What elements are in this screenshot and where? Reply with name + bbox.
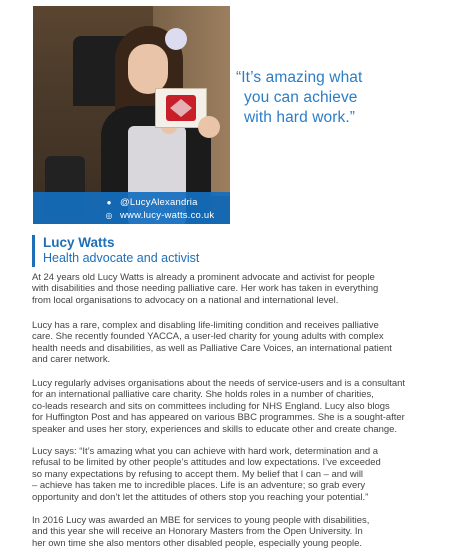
paragraph-line: co-leads research and sits on committees including for NHS England. Lucy also blogs [32, 400, 390, 412]
paragraph-line: for an international palliative care charity. She holds roles in a number of charities, [32, 389, 374, 401]
quote-line: with hard work.” [244, 109, 355, 126]
twitter-row[interactable] [103, 196, 230, 209]
twitter-icon: ● [106, 197, 112, 207]
profile-role: Health advocate and activist [43, 251, 200, 265]
globe-icon: ◎ [105, 210, 113, 220]
paragraph-line: with disabilities and those needing palliative care. Her work has taken in everything [32, 283, 379, 295]
pull-quote [236, 68, 468, 128]
paragraph-line: Lucy has a rare, complex and disabling life-limiting condition and receives palliative [32, 320, 379, 331]
quote-line: you can achieve [244, 89, 358, 106]
profile-heading [32, 235, 452, 267]
paragraph [32, 320, 464, 366]
paragraph-line: from local organisations to advocacy on a national and international level. [32, 294, 339, 306]
quote-line: “It’s amazing what [236, 69, 363, 86]
paragraph-line: for Huffington Post and has appeared on various BBC programmes. She is a sought-after [32, 412, 405, 424]
hair-flower [165, 28, 187, 50]
paragraph-line: care. She recently founded YACCA, a user-led charity for young adults with complex [32, 331, 384, 343]
paragraph-line: and this year she will receive an Honorary Masters from the Open University. In [32, 526, 363, 538]
website-link: www.lucy-watts.co.uk [120, 209, 215, 221]
portrait-photo [33, 6, 230, 224]
paragraph-line: health needs and disabilities, as well as Palliative Care Voices, an international patient [32, 342, 392, 354]
paragraph-line: – achieve has taken me to incredible places. Life is an adventure; so grab every [32, 480, 366, 492]
paragraph [32, 446, 464, 503]
website-row[interactable] [103, 209, 230, 222]
paragraph-line: refusal to be limited by other people’s attitudes and low expectations. I’ve exceeded [32, 457, 381, 469]
paragraph-line: At 24 years old Lucy Watts is already a prominent advocate and activist for people [32, 272, 375, 283]
paragraph-line: speaker and uses her story, experiences and skills to educate other and create change. [32, 423, 397, 435]
paragraph [32, 515, 464, 549]
social-bar [33, 192, 230, 224]
paragraph [32, 378, 464, 435]
paragraph-line: so many expectations by refusing to accept them. My belief that I can – and will [32, 468, 364, 480]
paragraph-line: and carer network. [32, 354, 111, 366]
paragraph-line: opportunity and don’t let the attitudes of others stop you reaching your potential.” [32, 491, 369, 503]
paragraph-line: her own time she also mentors other disabled people, especially young people. [32, 537, 362, 549]
profile-name: Lucy Watts [43, 235, 115, 250]
twitter-handle: @LucyAlexandria [120, 196, 198, 208]
paragraph-line: In 2016 Lucy was awarded an MBE for services to young people with disabilities, [32, 515, 370, 526]
paragraph [32, 272, 464, 306]
paragraph-line: Lucy says: “It’s amazing what you can achieve with hard work, determination and a [32, 446, 379, 457]
paragraph-line: Lucy regularly advises organisations about the needs of service-users and is a consultant [32, 378, 405, 389]
